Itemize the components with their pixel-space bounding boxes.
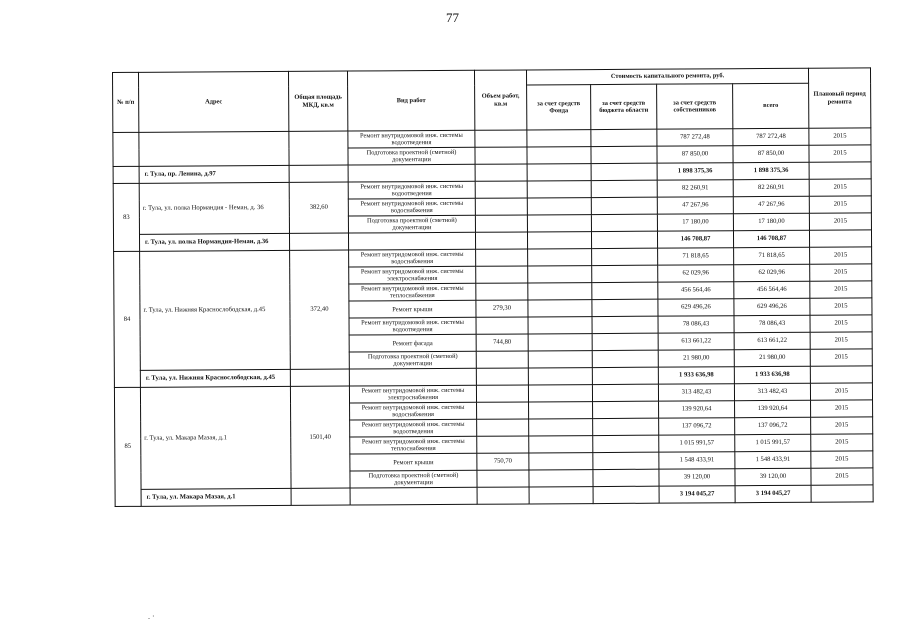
header-work-type: Вид работ [347,70,474,131]
volume-cell [476,351,528,368]
subtotal-total: 1 933 636,98 [734,366,810,383]
owners-cell: 78 086,43 [658,316,734,333]
fund-cell [528,283,592,300]
volume-cell [476,385,528,402]
subtotal-fund-cell [527,164,591,181]
owners-cell: 62 029,96 [658,265,734,282]
total-cell: 1 015 991,57 [735,434,811,451]
period-cell: 2015 [809,196,871,213]
table-header [113,68,871,133]
volume-cell [477,436,529,453]
period-cell: 2015 [810,264,872,281]
volume-cell [475,130,527,147]
address-cell: г. Тула, ул. Нижняя Краснослободская, д.45 [140,250,291,370]
volume-cell [476,283,528,300]
region-cell [593,401,659,418]
subtotal-volume-cell [476,368,528,385]
owners-cell: 456 564,46 [658,282,734,299]
header-volume: Объем работ, кв.м [474,70,526,130]
subtotal-work-cell [348,164,475,182]
repair-plan-table [112,67,874,507]
work-type-cell: Ремонт внутридомовой инж. системы водоснабжения [350,402,477,420]
region-cell [591,214,657,231]
owners-cell: 137 096,72 [659,418,735,435]
subtotal-total: 1 898 375,36 [733,162,809,179]
volume-cell [475,215,527,232]
subtotal-owners: 3 194 045,27 [659,486,735,503]
fund-cell [529,436,593,453]
page-number: 77 [446,10,459,25]
fund-cell [528,334,592,351]
owners-cell: 1 548 433,91 [659,452,735,469]
subtotal-area-cell [289,165,348,182]
work-type-cell: Ремонт внутридомовой инж. системы водоотведения [348,130,475,148]
total-cell: 456 564,46 [734,281,810,298]
subtotal-period-cell [810,366,872,383]
subtotal-address: г. Тула, ул. Нижняя Краснослободская, д.45 [140,369,290,387]
work-type-cell: Ремонт внутридомовой инж. системы водоотведения [349,317,476,335]
total-cell: 71 818,65 [734,247,810,264]
region-cell [591,129,657,146]
volume-cell [475,198,527,215]
fund-cell [528,300,592,317]
region-cell [591,146,657,163]
header-region: за счет средств бюджета области [591,84,657,129]
work-type-cell: Ремонт фасада [349,334,476,352]
subtotal-area-cell [290,369,349,386]
work-type-cell: Ремонт внутридомовой инж. системы теплоснабжения [350,436,477,454]
work-type-cell: Ремонт внутридомовой инж. системы водоотведения [348,181,475,199]
subtotal-work-cell [348,232,475,250]
work-type-cell: Ремонт внутридомовой инж. системы водоснабжения [348,198,475,216]
subtotal-area-cell [291,488,350,505]
work-type-cell: Ремонт внутридомовой инж. системы электроснабжения [349,266,476,284]
subtotal-volume-cell [475,232,527,249]
subtotal-row [115,485,873,507]
owners-cell: 17 180,00 [657,214,733,231]
total-cell: 82 260,91 [733,179,809,196]
fund-cell [529,453,593,470]
work-type-cell: Подготовка проектной (сметной) документации [349,351,476,369]
region-cell [593,418,659,435]
row-number: 85 [114,387,141,506]
header-address: Адрес [139,71,289,132]
period-cell: 2015 [810,332,872,349]
header-period: Плановый период ремонта [808,68,870,128]
work-type-cell: Подготовка проектной (сметной) документации [348,147,475,165]
period-cell: 2015 [809,128,871,145]
repair-plan-sheet [112,67,873,507]
region-cell [592,384,658,401]
owners-cell: 87 850,00 [657,146,733,163]
subtotal-region-cell [591,231,657,248]
subtotal-period-cell [809,230,871,247]
owners-cell: 39 120,00 [659,469,735,486]
total-cell: 39 120,00 [735,468,811,485]
owners-cell: 787 272,48 [657,129,733,146]
region-cell [593,452,659,469]
region-cell [591,180,657,197]
period-cell: 2015 [811,400,873,417]
subtotal-owners: 1 933 636,98 [658,367,734,384]
total-cell: 87 850,00 [733,145,809,162]
volume-cell [477,470,529,487]
fund-cell [527,181,591,198]
period-cell: 2015 [811,468,873,485]
address-cell: г. Тула, ул. Макара Мазая, д.1 [140,386,291,489]
subtotal-fund-cell [527,232,591,249]
period-cell: 2015 [809,213,871,230]
subtotal-period-cell [811,485,873,502]
owners-cell: 71 818,65 [658,248,734,265]
region-cell [592,248,658,265]
work-type-cell: Ремонт внутридомовой инж. системы электроснабжения [349,385,476,403]
subtotal-area-cell [289,233,348,250]
total-cell: 787 272,48 [733,128,809,145]
work-type-cell: Ремонт внутридомовой инж. системы водоснабжения [349,249,476,267]
fund-cell [528,266,592,283]
region-cell [593,469,659,486]
fund-cell [528,385,592,402]
region-cell [592,282,658,299]
period-cell: 2015 [809,179,871,196]
subtotal-owners: 1 898 375,36 [657,163,733,180]
work-type-cell: Ремонт внутридомовой инж. системы водоотведения [350,419,477,437]
region-cell [592,299,658,316]
total-cell: 1 548 433,91 [735,451,811,468]
subtotal-period-cell [809,162,871,179]
volume-cell [476,317,528,334]
total-cell: 47 267,96 [733,196,809,213]
subtotal-work-cell [349,368,476,386]
subtotal-total: 3 194 045,27 [735,485,811,502]
volume-cell [477,419,529,436]
total-cell: 17 180,00 [733,213,809,230]
period-cell: 2015 [810,315,872,332]
subtotal-region-cell [592,367,658,384]
period-cell: 2015 [811,451,873,468]
total-cell: 137 096,72 [735,417,811,434]
work-type-cell: Ремонт внутридомовой инж. системы теплоснабжения [349,283,476,301]
subtotal-volume-cell [477,487,529,504]
area-cell: 372,40 [290,250,350,369]
work-type-cell: Подготовка проектной (сметной) документации [350,470,477,488]
fund-cell [527,215,591,232]
total-cell: 139 920,64 [735,400,811,417]
subtotal-owners: 146 708,87 [657,231,733,248]
volume-cell [476,266,528,283]
owners-cell: 82 260,91 [657,180,733,197]
subtotal-address: г. Тула, ул. полка Нормандия-Неман, д.36 [139,233,289,251]
row-number: 83 [113,183,139,251]
work-type-cell: Ремонт крыши [349,300,476,318]
volume-cell: 744,80 [476,334,528,351]
fund-cell [527,147,591,164]
fund-cell [529,419,593,436]
period-cell: 2015 [810,247,872,264]
period-cell: 2015 [811,434,873,451]
total-cell: 629 496,26 [734,298,810,315]
owners-cell: 1 015 991,57 [659,435,735,452]
owners-cell: 47 267,96 [657,197,733,214]
volume-cell [475,147,527,164]
subtotal-address: г. Тула, ул. Макара Мазая, д.1 [141,488,291,506]
owners-cell: 629 496,26 [658,299,734,316]
fund-cell [527,198,591,215]
subtotal-num-cell [113,166,139,183]
region-cell [592,350,658,367]
region-cell [592,316,658,333]
address-cell [139,131,289,166]
period-cell: 2015 [810,298,872,315]
subtotal-work-cell [350,487,477,505]
total-cell: 62 029,96 [734,264,810,281]
row-number: 84 [114,251,141,387]
volume-cell: 750,70 [477,453,529,470]
owners-cell: 313 482,43 [658,384,734,401]
owners-cell: 139 920,64 [659,401,735,418]
fund-cell [528,317,592,334]
work-type-cell: Ремонт крыши [350,453,477,471]
subtotal-total: 146 708,87 [733,230,809,247]
total-cell: 313 482,43 [734,383,810,400]
header-fund: за счет средств Фонда [527,85,591,130]
subtotal-fund-cell [528,368,592,385]
area-cell [289,131,348,165]
subtotal-fund-cell [529,487,593,504]
volume-cell [476,249,528,266]
total-cell: 21 980,00 [734,349,810,366]
fund-cell [528,249,592,266]
total-cell: 78 086,43 [734,315,810,332]
fund-cell [529,402,593,419]
area-cell: 1501,40 [290,386,350,488]
subtotal-address: г. Тула, пр. Ленина, д.97 [139,165,289,183]
address-cell: г. Тула, ул. полка Нормандия - Неман, д. 36 [139,182,289,234]
region-cell [592,333,658,350]
area-cell: 382,60 [289,182,348,233]
header-area: Общая площадь МКД, кв.м [288,71,347,131]
period-cell: 2015 [810,383,872,400]
period-cell: 2015 [810,281,872,298]
volume-cell: 279,30 [476,300,528,317]
table-body [113,128,873,507]
total-cell: 613 661,22 [734,332,810,349]
period-cell: 2015 [809,145,871,162]
owners-cell: 613 661,22 [658,333,734,350]
region-cell [593,435,659,452]
region-cell [592,265,658,282]
volume-cell [475,181,527,198]
period-cell: 2015 [810,349,872,366]
subtotal-region-cell [593,486,659,503]
owners-cell: 21 980,00 [658,350,734,367]
fund-cell [528,351,592,368]
work-type-cell: Подготовка проектной (сметной) документации [348,215,475,233]
region-cell [591,197,657,214]
header-cost-group: Стоимость капитального ремонта, руб. [526,68,808,85]
volume-cell [477,402,529,419]
header-num: № п/п [113,72,139,132]
fund-cell [527,130,591,147]
fund-cell [529,470,593,487]
subtotal-region-cell [591,163,657,180]
subtotal-volume-cell [475,164,527,181]
header-total: всего [733,83,809,128]
header-owners: за счет средств собственников [657,84,733,129]
margin-mark: . · [148,612,155,621]
period-cell: 2015 [811,417,873,434]
row-number-cell [113,132,139,166]
